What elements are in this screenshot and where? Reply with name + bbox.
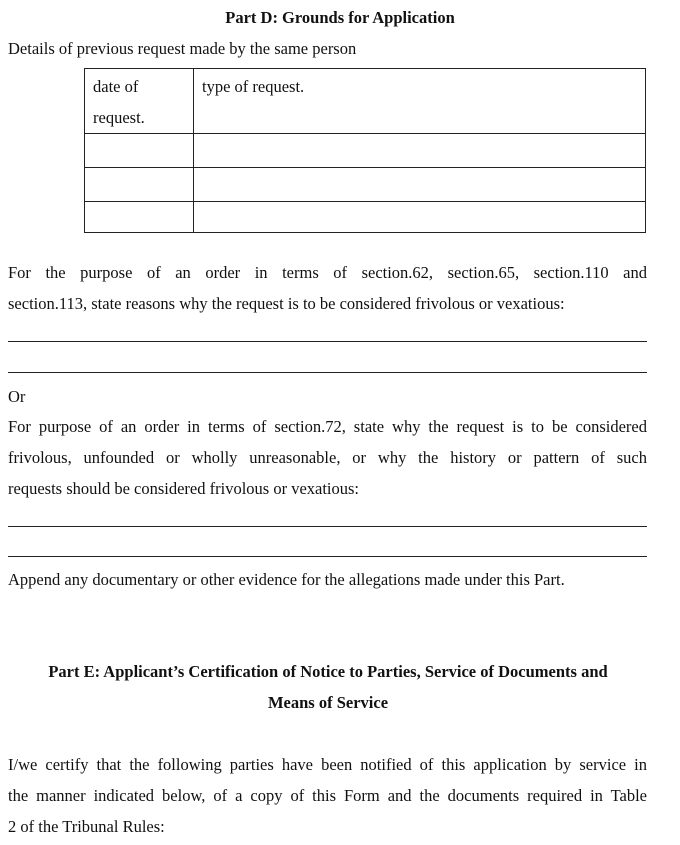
answer-line[interactable]: [8, 556, 647, 557]
table-row: [85, 134, 646, 168]
date-cell[interactable]: [85, 168, 194, 202]
table-row: [85, 168, 646, 202]
date-cell[interactable]: [85, 202, 194, 233]
cert-line1: I/we certify that the following parties have been notified of this application by service in: [8, 755, 647, 774]
append-evidence-note: Append any documentary or other evidence for the allegations made under this Part.: [8, 570, 565, 589]
para2-line1: For purpose of an order in terms of section.72, state why the request is to be considered: [8, 417, 647, 436]
previous-requests-table: [84, 68, 646, 233]
date-header-line1: date of: [93, 77, 139, 96]
part-e-heading-line1: Part E: Applicant’s Certification of Notice to Parties, Service of Documents and: [48, 662, 608, 681]
date-cell[interactable]: [85, 134, 194, 168]
table-header-row: [85, 69, 646, 134]
type-cell[interactable]: [194, 134, 646, 168]
answer-line[interactable]: [8, 341, 647, 342]
para2-line3: requests should be considered frivolous or vexatious:: [8, 479, 360, 498]
cert-line2: the manner indicated below, of a copy of this Form and the documents required in Table: [8, 786, 647, 805]
type-of-request-header: [194, 69, 646, 134]
part-e-heading-line2: Means of Service: [267, 693, 389, 712]
date-of-request-header: [85, 69, 194, 134]
table-row: [85, 202, 646, 233]
answer-line[interactable]: [8, 372, 647, 373]
part-d-heading: Part D: Grounds for Application: [225, 8, 455, 27]
or-label: Or: [8, 387, 26, 406]
answer-line[interactable]: [8, 526, 647, 527]
previous-requests-label: Details of previous request made by the same person: [8, 39, 357, 58]
type-cell[interactable]: [194, 168, 646, 202]
para1-line2: section.113, state reasons why the request is to be considered frivolous or vexatious:: [8, 294, 565, 313]
date-header-line2: request.: [93, 108, 145, 127]
para2-line2: frivolous, unfounded or wholly unreasonable, or why the history or pattern of such: [8, 448, 647, 467]
type-header-text: type of request.: [202, 77, 305, 96]
type-cell[interactable]: [194, 202, 646, 233]
cert-line3: 2 of the Tribunal Rules:: [8, 817, 165, 836]
para1-line1: For the purpose of an order in terms of section.62, section.65, section.110 and: [8, 263, 647, 282]
